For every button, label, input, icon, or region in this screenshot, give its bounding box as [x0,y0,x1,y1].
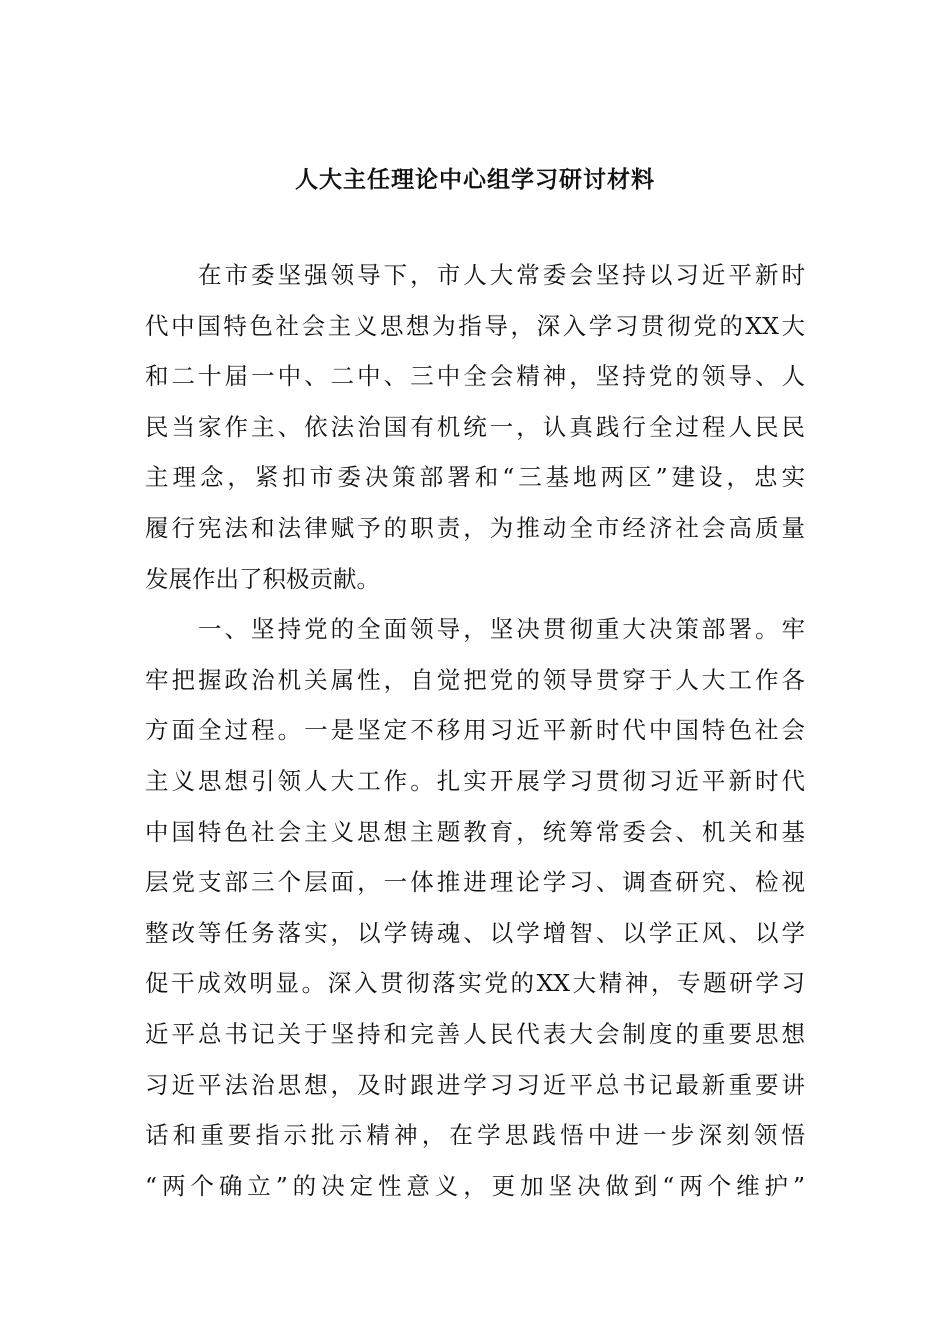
paragraph-2-line-1: 一、坚持党的全面领导，坚决贯彻重大决策部署。牢 [198,615,805,644]
paragraph-1-line-2: 代中国特色社会主义思想为指导，深入学习贯彻党的XX大 [145,311,805,340]
paragraph-2-line-12: “两个确立”的决定性意义，更加坚决做到“两个维护” [145,1171,805,1200]
paragraph-1-line-7: 发展作出了积极贡献。 [145,564,380,593]
paragraph-2-line-3: 方面全过程。一是坚定不移用习近平新时代中国特色社会 [145,716,805,745]
paragraph-2-line-2: 牢把握政治机关属性，自觉把党的领导贯穿于人大工作各 [145,665,805,694]
paragraph-1-line-3: 和二十届一中、二中、三中全会精神，坚持党的领导、人 [145,362,805,391]
paragraph-2-line-4: 主义思想引领人大工作。扎实开展学习贯彻习近平新时代 [145,766,805,795]
paragraph-2-line-8: 促干成效明显。深入贯彻落实党的XX大精神，专题研学习 [145,969,805,998]
paragraph-1-line-6: 履行宪法和法律赋予的职责，为推动全市经济社会高质量 [145,513,805,542]
paragraph-1-line-5: 主理念，紧扣市委决策部署和“三基地两区”建设，忠实 [145,463,805,492]
document-title: 人大主任理论中心组学习研讨材料 [295,166,655,193]
document-body [145,250,805,1211]
paragraph-2-line-6: 层党支部三个层面，一体推进理论学习、调查研究、检视 [145,868,805,897]
paragraph-2-line-10: 习近平法治思想，及时跟进学习习近平总书记最新重要讲 [145,1070,805,1099]
paragraph-2-line-9: 近平总书记关于坚持和完善人民代表大会制度的重要思想 [145,1019,805,1048]
paragraph-1-line-1: 在市委坚强领导下，市人大常委会坚持以习近平新时 [198,261,805,289]
paragraph-1-line-4: 民当家作主、依法治国有机统一，认真践行全过程人民民 [145,412,805,441]
paragraph-2-line-11: 话和重要指示批示精神，在学思践悟中进一步深刻领悟 [145,1121,805,1150]
paragraph-2-line-7: 整改等任务落实，以学铸魂、以学增智、以学正风、以学 [145,918,805,947]
paragraph-2-line-5: 中国特色社会主义思想主题教育，统筹常委会、机关和基 [145,817,805,846]
